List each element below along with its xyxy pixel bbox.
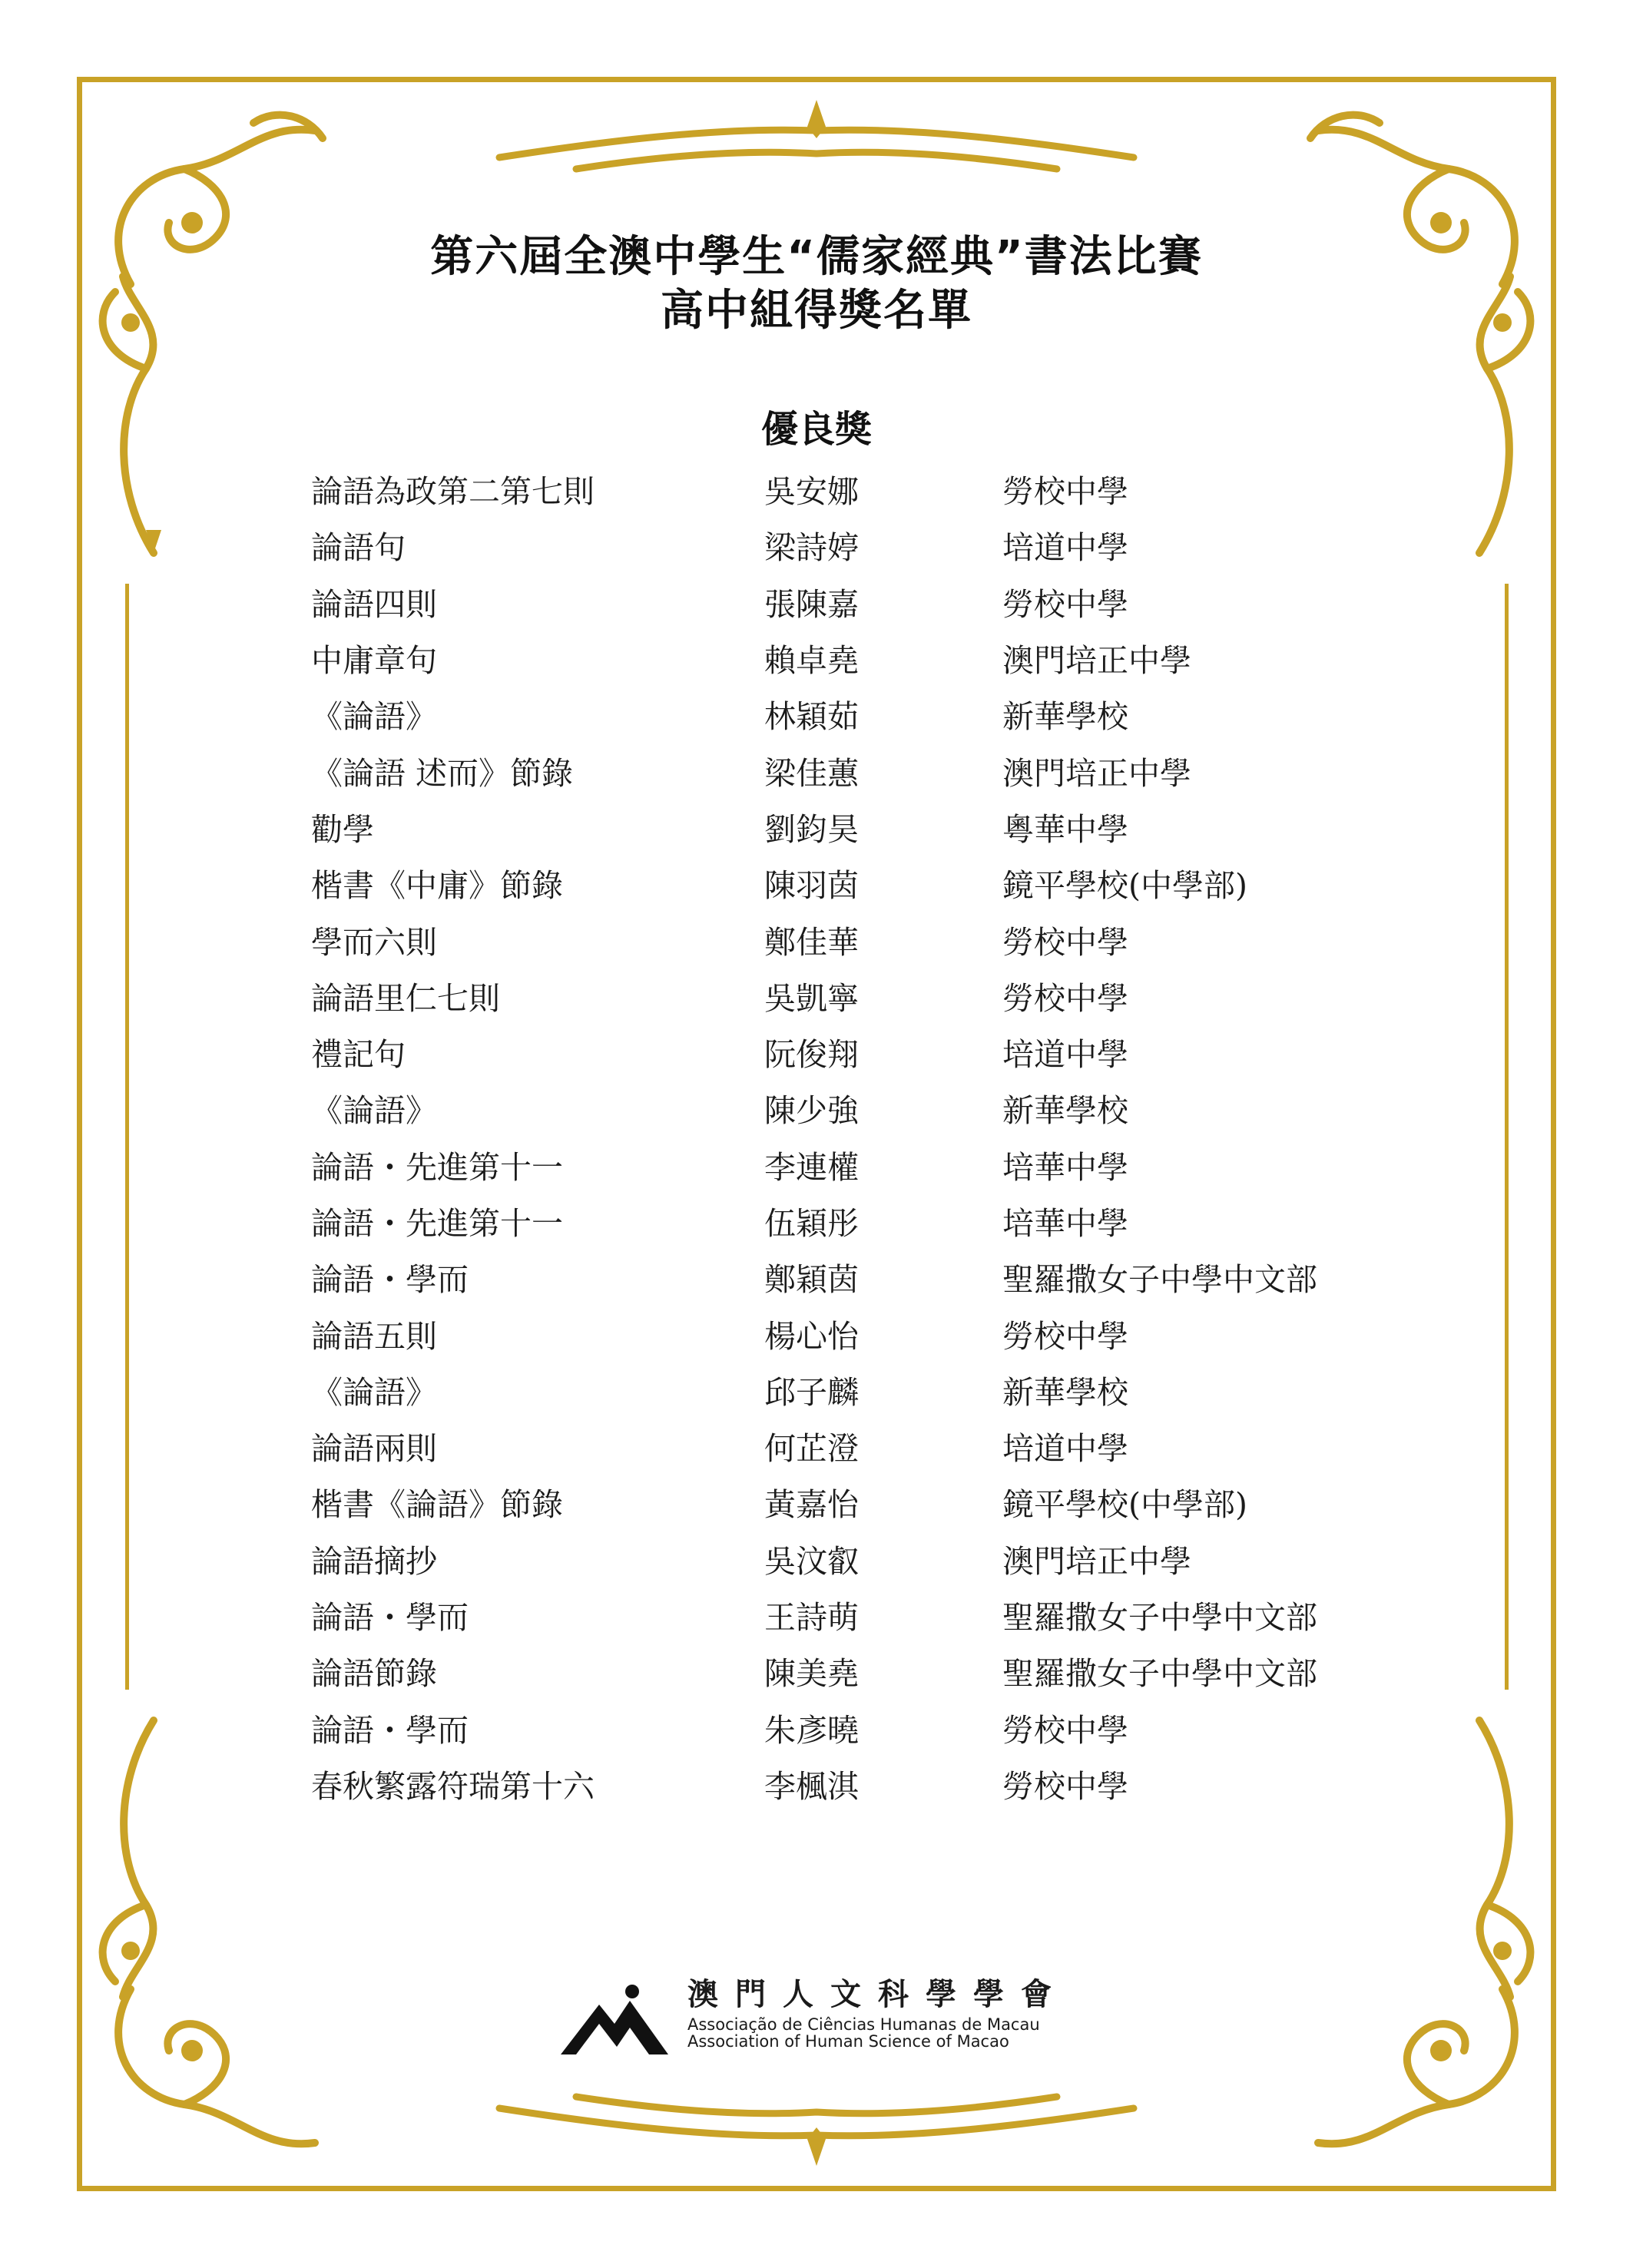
entry-work: 論語五則 (311, 1317, 437, 1355)
entry-work: 中庸章句 (311, 642, 437, 680)
entry-school: 培道中學 (1002, 529, 1128, 567)
list-item (311, 1024, 1386, 1080)
entry-name: 賴卓堯 (764, 642, 859, 680)
entry-work: 《論語》 (311, 1092, 437, 1130)
entry-school: 鏡平學校(中學部) (1002, 867, 1247, 905)
list-item (311, 968, 1386, 1024)
list-item (311, 1249, 1386, 1305)
list-item (311, 574, 1386, 630)
entry-name: 黃嘉怡 (764, 1486, 859, 1524)
entry-school: 勞校中學 (1002, 585, 1128, 623)
entry-name: 陳美堯 (764, 1655, 859, 1693)
list-item (311, 799, 1386, 855)
entry-school: 新華學校 (1002, 698, 1128, 736)
entry-name: 楊心怡 (764, 1317, 859, 1355)
entry-work: 論語節錄 (311, 1655, 437, 1693)
entry-name: 張陳嘉 (764, 585, 859, 623)
bottom-left-ornament (84, 1705, 338, 2181)
list-item (311, 1643, 1386, 1699)
entry-work: 春秋繁露符瑞第十六 (311, 1767, 595, 1805)
entry-name: 劉鈞昊 (764, 810, 859, 848)
page-subtitle: 高中組得獎名單 (661, 286, 972, 336)
bottom-center-flourish (484, 2085, 1149, 2170)
organization-logo (557, 1970, 1095, 2062)
entry-work: 論語為政第二第七則 (311, 473, 595, 511)
list-item (311, 855, 1386, 911)
list-item (311, 742, 1386, 798)
list-item (311, 1080, 1386, 1136)
entry-name: 李連權 (764, 1148, 859, 1186)
entry-work: 《論語》 (311, 1373, 437, 1411)
entry-school: 培道中學 (1002, 1430, 1128, 1468)
entry-name: 鄭佳華 (764, 923, 859, 961)
entry-work: 楷書《論語》節錄 (311, 1486, 563, 1524)
mountain-logo-icon (557, 1978, 672, 2062)
page-title: 第六屆全澳中學生“儒家經典”書法比賽 (430, 232, 1203, 282)
entry-school: 勞校中學 (1002, 1767, 1128, 1805)
list-item (311, 517, 1386, 573)
list-item (311, 1305, 1386, 1361)
top-center-flourish (484, 96, 1149, 180)
entry-work: 《論語 述而》節錄 (311, 754, 574, 792)
entry-name: 陳少強 (764, 1092, 859, 1130)
entry-work: 禮記句 (311, 1036, 406, 1074)
entry-work: 論語四則 (311, 585, 437, 623)
organization-name-pt (687, 2016, 1040, 2050)
list-item (311, 686, 1386, 742)
list-item (311, 911, 1386, 967)
entry-work: 論語句 (311, 529, 406, 567)
entry-school: 粵華中學 (1002, 810, 1128, 848)
organization-name-english: Association of Human Science of Macao (687, 2032, 1009, 2051)
entry-work: 《論語》 (311, 698, 437, 736)
entry-name: 鄭穎茵 (764, 1261, 859, 1299)
entry-work: 論語摘抄 (311, 1542, 437, 1580)
entry-work: 楷書《中庸》節錄 (311, 867, 563, 905)
entry-name: 陳羽茵 (764, 867, 859, 905)
entry-school: 新華學校 (1002, 1373, 1128, 1411)
entry-name: 邱子麟 (764, 1373, 859, 1411)
entry-work: 論語・學而 (311, 1599, 469, 1637)
entry-work: 勸學 (311, 810, 374, 848)
award-category: 優良獎 (760, 408, 872, 451)
entry-name: 吳凱寧 (764, 979, 859, 1017)
left-border-line (125, 584, 129, 1690)
entry-name: 李楓淇 (764, 1767, 859, 1805)
entry-school: 聖羅撒女子中學中文部 (1002, 1261, 1317, 1299)
entry-school: 勞校中學 (1002, 923, 1128, 961)
entry-school: 鏡平學校(中學部) (1002, 1486, 1247, 1524)
entry-school: 培華中學 (1002, 1205, 1128, 1242)
entry-school: 勞校中學 (1002, 979, 1128, 1017)
entry-school: 勞校中學 (1002, 473, 1128, 511)
list-item (311, 1137, 1386, 1193)
organization-name-portuguese: Associação de Ciências Humanas de Macau (687, 2015, 1040, 2034)
entry-work: 論語里仁七則 (311, 979, 500, 1017)
list-item (311, 1756, 1386, 1812)
entry-work: 論語兩則 (311, 1430, 437, 1468)
list-item (311, 461, 1386, 517)
entry-work: 學而六則 (311, 923, 437, 961)
entry-name: 何芷澄 (764, 1430, 859, 1468)
right-border-line (1505, 584, 1509, 1690)
entry-work: 論語・先進第十一 (311, 1148, 563, 1186)
entry-name: 梁佳蕙 (764, 754, 859, 792)
entry-work: 論語・學而 (311, 1261, 469, 1299)
list-item (311, 1587, 1386, 1643)
entry-school: 澳門培正中學 (1002, 1542, 1191, 1580)
entry-name: 林穎茹 (764, 698, 859, 736)
award-list (311, 461, 1386, 1812)
entry-school: 聖羅撒女子中學中文部 (1002, 1655, 1317, 1693)
entry-name: 吳汶叡 (764, 1542, 859, 1580)
entry-name: 阮俊翔 (764, 1036, 859, 1074)
entry-school: 聖羅撒女子中學中文部 (1002, 1599, 1317, 1637)
list-item (311, 1474, 1386, 1530)
list-item (311, 1193, 1386, 1249)
entry-name: 吳安娜 (764, 473, 859, 511)
entry-name: 王詩萌 (764, 1599, 859, 1637)
entry-name: 梁詩婷 (764, 529, 859, 567)
entry-name: 伍穎彤 (764, 1205, 859, 1242)
list-item (311, 1531, 1386, 1587)
list-item (311, 1700, 1386, 1756)
list-item (311, 1418, 1386, 1474)
entry-school: 新華學校 (1002, 1092, 1128, 1130)
entry-school: 培華中學 (1002, 1148, 1128, 1186)
entry-work: 論語・學而 (311, 1711, 469, 1749)
entry-work: 論語・先進第十一 (311, 1205, 563, 1242)
entry-school: 澳門培正中學 (1002, 642, 1191, 680)
entry-school: 澳門培正中學 (1002, 754, 1191, 792)
entry-school: 勞校中學 (1002, 1317, 1128, 1355)
list-item (311, 630, 1386, 686)
entry-school: 培道中學 (1002, 1036, 1128, 1074)
list-item (311, 1362, 1386, 1418)
entry-name: 朱彥曉 (764, 1711, 859, 1749)
entry-school: 勞校中學 (1002, 1711, 1128, 1749)
organization-name-cn: 澳門人文科學學會 (687, 1977, 1068, 2012)
